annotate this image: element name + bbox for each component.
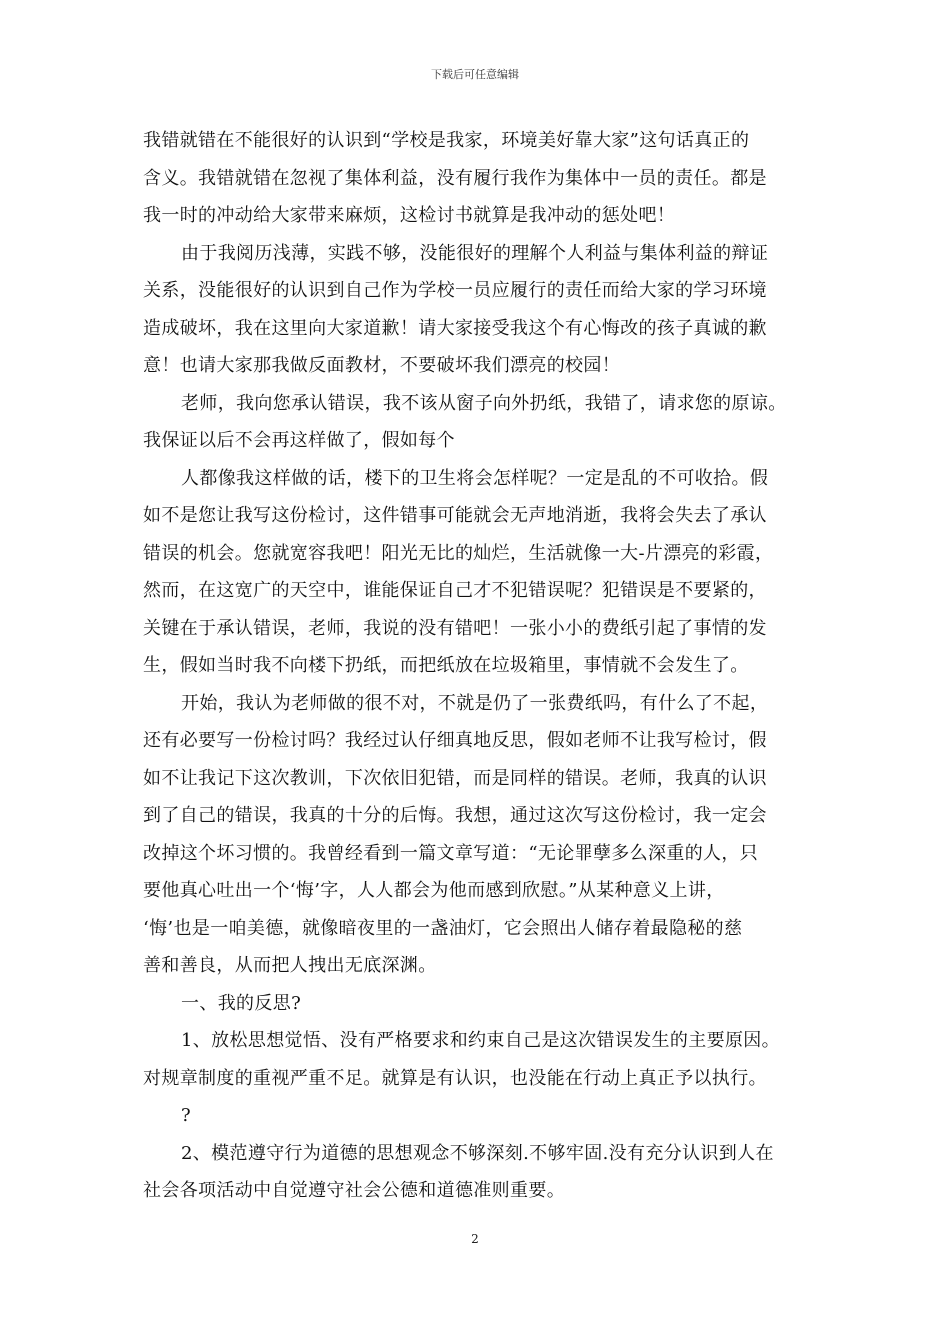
page-header-note: 下载后可任意编辑 xyxy=(431,68,519,81)
text-line: 1、放松思想觉悟、没有严格要求和约束自己是这次错误发生的主要原因。 xyxy=(181,1030,780,1051)
text-line: 我一时的冲动给大家带来麻烦，这检讨书就算是我冲动的惩处吧！ xyxy=(143,205,676,226)
text-line: 还有必要写一份检讨吗？我经过认仔细真地反思，假如老师不让我写检讨，假 xyxy=(143,730,767,751)
text-line: 关系，没能很好的认识到自己作为学校一员应履行的责任而给大家的学习环境 xyxy=(143,280,767,301)
text-line: 到了自己的错误，我真的十分的后悔。我想，通过这次写这份检讨，我一定会 xyxy=(143,805,767,826)
text-line: 一、我的反思? xyxy=(181,992,302,1014)
text-line: 开始，我认为老师做的很不对，不就是仍了一张费纸吗，有什么了不起， xyxy=(181,692,769,714)
text-line: 然而，在这宽广的天空中，谁能保证自己才不犯错误呢？犯错误是不要紧的， xyxy=(143,580,767,601)
text-line: 要他真心吐出一个‘悔’字，人人都会为他而感到欣慰。”从某种意义上讲， xyxy=(143,880,725,901)
page-number: 2 xyxy=(471,1232,479,1246)
text-line: 意！也请大家那我做反面教材，不要破坏我们漂亮的校园！ xyxy=(143,355,621,376)
text-line: 如不是您让我写这份检讨，这件错事可能就会无声地消逝，我将会失去了承认 xyxy=(143,505,767,526)
text-line: 老师，我向您承认错误，我不该从窗子向外扔纸，我错了，请求您的原谅。 xyxy=(181,392,787,414)
text-line: 我错就错在不能很好的认识到“学校是我家，环境美好靠大家”这句话真正的 xyxy=(143,130,750,151)
text-line: 对规章制度的重视严重不足。就算是有认识，也没能在行动上真正予以执行。 xyxy=(143,1067,767,1089)
text-line: 如不让我记下这次教训，下次依旧犯错，而是同样的错误。老师，我真的认识 xyxy=(143,767,767,789)
text-line: 我保证以后不会再这样做了，假如每个 xyxy=(143,430,455,451)
document-body xyxy=(143,122,807,1210)
text-line: 生，假如当时我不向楼下扔纸，而把纸放在垃圾箱里，事情就不会发生了。 xyxy=(143,655,749,676)
text-line: 2、模范遵守行为道德的思想观念不够深刻.不够牢固.没有充分认识到人在 xyxy=(181,1142,774,1164)
text-line: 含义。我错就错在忽视了集体利益，没有履行我作为集体中一员的责任。都是 xyxy=(143,167,767,189)
text-line: 人都像我这样做的话，楼下的卫生将会怎样呢？一定是乱的不可收拾。假 xyxy=(181,467,769,489)
text-line: ‘悔’也是一咱美德，就像暗夜里的一盏油灯，它会照出人储存着最隐秘的慈 xyxy=(143,917,743,939)
text-line: 关键在于承认错误，老师，我说的没有错吧！一张小小的费纸引起了事情的发 xyxy=(143,617,767,639)
text-line: 改掉这个坏习惯的。我曾经看到一篇文章写道：“无论罪孽多么深重的人，只 xyxy=(143,842,759,864)
text-line: 由于我阅历浅薄，实践不够，没能很好的理解个人利益与集体利益的辩证 xyxy=(181,242,769,264)
text-line: 善和善良，从而把人拽出无底深渊。 xyxy=(143,955,437,976)
text-line: 造成破坏，我在这里向大家道歉！请大家接受我这个有心悔改的孩子真诚的歉 xyxy=(143,317,767,339)
text-line: 错误的机会。您就宽容我吧！阳光无比的灿烂，生活就像一大-片漂亮的彩霞， xyxy=(143,542,774,564)
text-line: ? xyxy=(181,1105,192,1126)
text-line: 社会各项活动中自觉遵守社会公德和道德准则重要。 xyxy=(143,1180,566,1201)
